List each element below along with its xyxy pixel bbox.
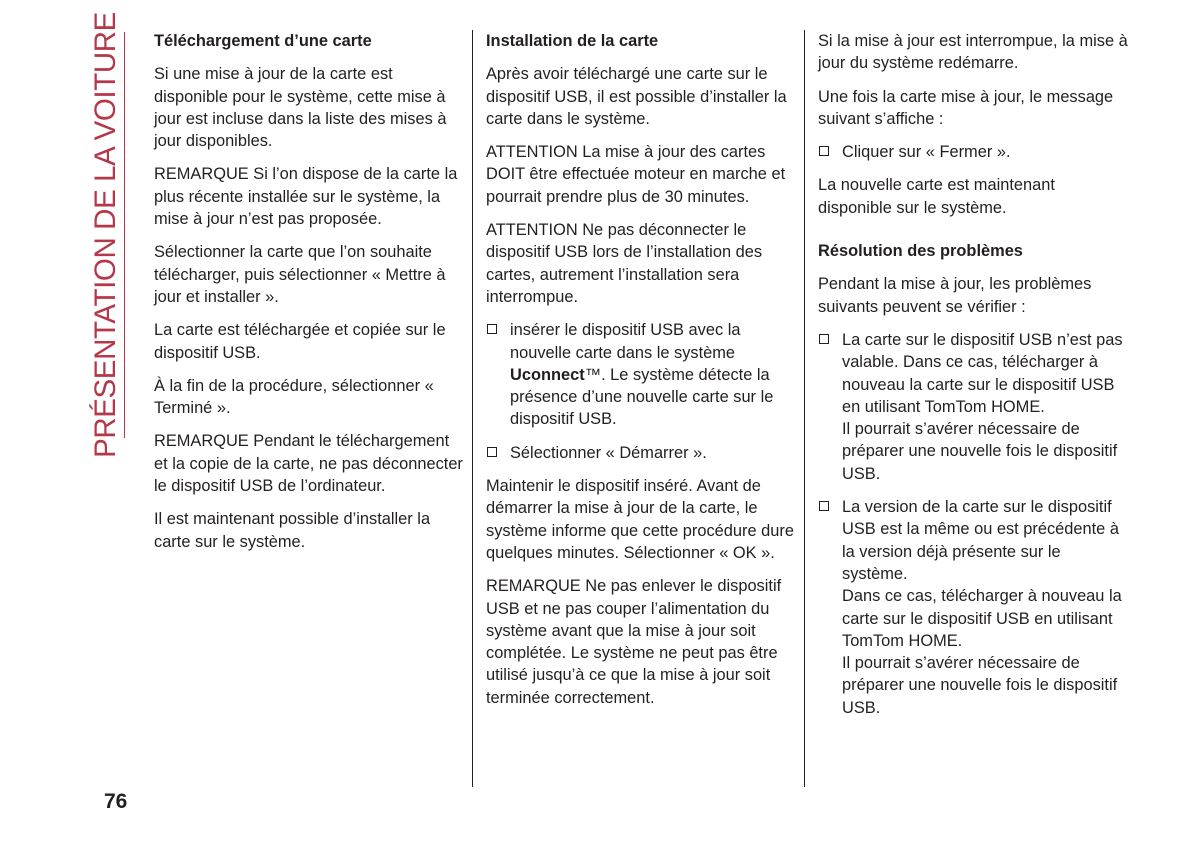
list-item <box>818 496 1128 719</box>
checkbox-bullet-icon <box>819 501 829 511</box>
list-item-text: Il pourrait s’avérer nécessaire de préparer une nouvelle fois le dispositif USB. <box>842 654 1118 717</box>
heading-map-download: Téléchargement d’une carte <box>154 32 372 50</box>
list-item-text: Il pourrait s’avérer nécessaire de préparer une nouvelle fois le dispositif USB. <box>842 420 1118 483</box>
paragraph: ATTENTION La mise à jour des cartes DOIT être effectuée moteur en marche et pourrait prendre plus de 30 minutes. <box>486 143 786 206</box>
column-1 <box>154 30 464 564</box>
list-item-text: Cliquer sur « Fermer ». <box>842 143 1011 162</box>
page-number: 76 <box>104 790 128 813</box>
list-item-text: La version de la carte sur le dispositif USB est la même ou est précédente à la version déjà présente sur le système. <box>842 498 1119 583</box>
list-item-text: insérer le dispositif USB avec la nouvelle carte dans le système <box>510 321 741 362</box>
list-item-text: La carte sur le dispositif USB n’est pas valable. Dans ce cas, télécharger à nouveau la carte sur le dispositif USB en utilisant TomTom HOME. <box>842 330 1123 416</box>
column-divider <box>472 30 473 787</box>
column-divider <box>804 30 805 787</box>
paragraph: REMARQUE Pendant le téléchargement et la copie de la carte, ne pas déconnecter le dispositif USB de l’ordinateur. <box>154 432 463 496</box>
paragraph: La carte est téléchargée et copiée sur le dispositif USB. <box>154 321 446 362</box>
paragraph: À la fin de la procédure, sélectionner « Terminé ». <box>154 376 434 418</box>
paragraph: ATTENTION Ne pas déconnecter le dispositif USB lors de l’installation des cartes, autrement l’installation sera interrompue. <box>486 221 763 306</box>
checkbox-bullet-icon <box>819 334 829 344</box>
list-item <box>818 329 1128 485</box>
checkbox-bullet-icon <box>487 324 497 334</box>
list-item-text: Sélectionner « Démarrer ». <box>510 443 707 462</box>
checkbox-bullet-icon <box>819 146 829 156</box>
paragraph: REMARQUE Si l’on dispose de la carte la plus récente installée sur le système, la mise à jour n’est pas proposée. <box>154 165 458 229</box>
brand-name: Uconnect <box>510 365 585 384</box>
column-2 <box>486 30 796 720</box>
paragraph: Si une mise à jour de la carte est disponible pour le système, cette mise à jour est incluse dans la liste des mises à jour disponibles. <box>154 65 447 151</box>
heading-troubleshooting: Résolution des problèmes <box>818 242 1023 261</box>
section-title-text: PRÉSENTATION DE LA VOITURE <box>89 12 122 458</box>
paragraph: Si la mise à jour est interrompue, la mise à jour du système redémarre. <box>818 32 1128 73</box>
paragraph: Une fois la carte mise à jour, le message suivant s’affiche : <box>818 87 1114 128</box>
paragraph: Il est maintenant possible d’installer la carte sur le système. <box>154 510 431 551</box>
paragraph: Sélectionner la carte que l’on souhaite télécharger, puis sélectionner « Mettre à jour et installer ». <box>154 243 446 306</box>
paragraph: REMARQUE Ne pas enlever le dispositif USB et ne pas couper l’alimentation du système avant que la mise à jour soit complétée. Le système ne peut pas être utilisé jusqu’à ce que la mise à jour soit terminée correctement. <box>486 577 782 707</box>
heading-map-installation: Installation de la carte <box>486 32 659 50</box>
list-item <box>486 442 796 464</box>
paragraph: Après avoir téléchargé une carte sur le dispositif USB, il est possible d’installer la carte dans le système. <box>486 65 787 128</box>
sidebar-divider <box>124 32 125 438</box>
paragraph: Pendant la mise à jour, les problèmes suivants peuvent se vérifier : <box>818 275 1092 316</box>
list-item-text: ™. Le système détecte la présence d’une nouvelle carte sur le dispositif USB. <box>510 365 774 429</box>
checkbox-bullet-icon <box>487 447 497 457</box>
section-sidebar-title <box>86 12 126 458</box>
paragraph: La nouvelle carte est maintenant disponible sur le système. <box>818 176 1055 217</box>
list-item-text: Dans ce cas, télécharger à nouveau la carte sur le dispositif USB en utilisant TomTom HOME. <box>842 587 1122 650</box>
list-item <box>486 319 796 430</box>
paragraph: Maintenir le dispositif inséré. Avant de démarrer la mise à jour de la carte, le système informe que cette procédure dure quelques minutes. Sélectionner « OK ». <box>486 477 794 562</box>
list-item <box>818 141 1128 163</box>
column-3 <box>818 30 1128 730</box>
